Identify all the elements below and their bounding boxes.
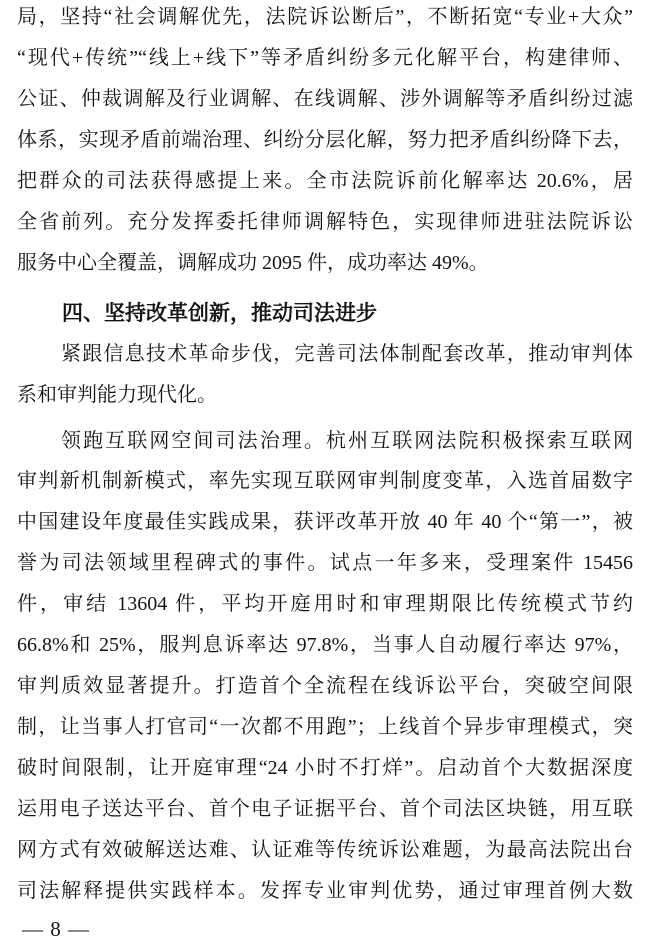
body-text-line: 公证、仲裁调解及行业调解、在线调解、涉外调解等矛盾纠纷过滤 xyxy=(17,88,633,110)
body-text-line: 全省前列。充分发挥委托律师调解特色，实现律师进驻法院诉讼 xyxy=(17,211,633,233)
paragraph-first-line-text: 杭州互联网法院积极探索互联网 xyxy=(325,430,633,452)
body-text-line: 破时间限制，让开庭审理“24 小时不打烊”。启动首个大数据深度 xyxy=(17,757,633,779)
body-text-line: 运用电子送达平台、首个电子证据平台、首个司法区块链，用互联 xyxy=(17,798,633,820)
body-text-line: 系和审判能力现代化。 xyxy=(17,384,217,406)
body-text-line: 制，让当事人打官司“一次都不用跑”；上线首个异步审理模式，突 xyxy=(17,716,633,738)
section-heading: 四、坚持改革创新，推动司法进步 xyxy=(62,302,377,325)
body-text-line: 把群众的司法获得感提上来。全市法院诉前化解率达 20.6%，居 xyxy=(17,170,633,192)
body-text-line: 紧跟信息技术革命步伐，完善司法体制配套改革，推动审判体 xyxy=(61,343,633,365)
body-text-line: 审判新机制新模式，率先实现互联网审判制度变革，入选首届数字 xyxy=(17,470,633,492)
body-text-line: 誉为司法领域里程碑式的事件。试点一年多来，受理案件 15456 xyxy=(17,552,633,574)
body-text-line: 中国建设年度最佳实践成果，获评改革开放 40 年 40 个“第一”，被 xyxy=(17,511,633,533)
body-text-line: 审判质效显著提升。打造首个全流程在线诉讼平台，突破空间限 xyxy=(17,675,633,697)
body-text-line: 件，审结 13604 件，平均开庭用时和审理期限比传统模式节约 xyxy=(17,593,633,615)
body-text-line: 网方式有效破解送达难、认证难等传统诉讼难题，为最高法院出台 xyxy=(17,839,633,861)
body-text-line: 体系，实现矛盾前端治理、纠纷分层化解，努力把矛盾纠纷降下去， xyxy=(17,129,633,151)
body-text-line: 66.8%和 25%，服判息诉率达 97.8%，当事人自动履行率达 97%， xyxy=(17,634,633,656)
body-text-line: 服务中心全覆盖，调解成功 2095 件，成功率达 49%。 xyxy=(17,252,489,274)
body-text-line: “现代+传统”“线上+线下”等矛盾纠纷多元化解平台，构建律师、 xyxy=(17,47,633,69)
paragraph-lead: 领跑互联网空间司法治理。 xyxy=(61,428,326,452)
body-text-line: 局，坚持“社会调解优先，法院诉讼断后”，不断拓宽“专业+大众” xyxy=(17,6,633,28)
page-number: — 8 — xyxy=(22,917,90,941)
document-body xyxy=(17,0,633,912)
paragraph-first-line xyxy=(17,420,633,461)
body-text-line: 司法解释提供实践样本。发挥专业审判优势，通过审理首例大数 xyxy=(17,880,633,902)
